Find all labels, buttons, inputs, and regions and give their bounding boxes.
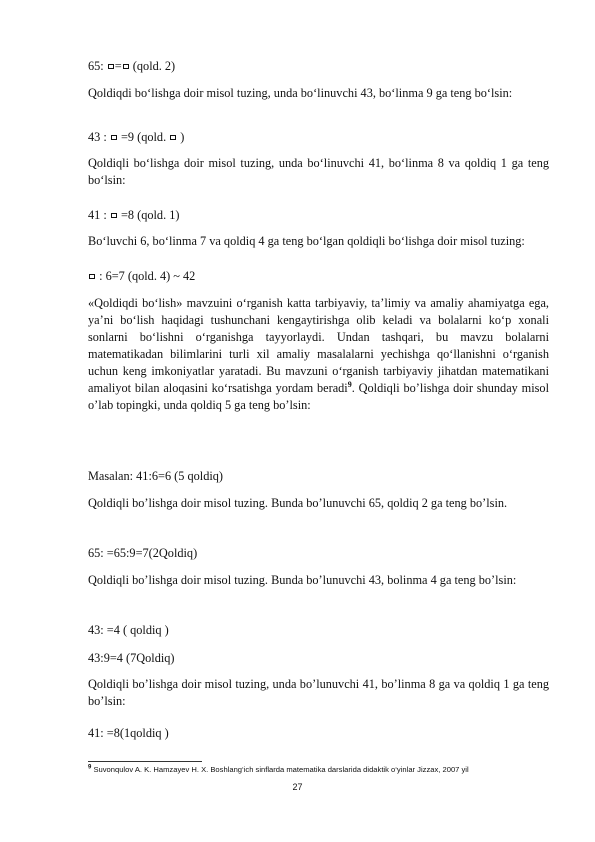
text: : 6=7 (qold. 4) ~ 42 xyxy=(96,269,196,283)
text: (qold. 2) xyxy=(129,59,176,73)
blank-box-icon xyxy=(111,135,117,140)
blank-box-icon xyxy=(111,213,117,218)
blank-box-icon xyxy=(170,135,176,140)
example-line-1 xyxy=(88,58,549,75)
task-paragraph-4: Qoldiqli bo’lishga doir misol tuzing. Bunda bo’lunuvchi 65, qoldiq 2 ga teng bo’lsin. xyxy=(88,496,508,510)
text: «Qoldiqdi bo‘lish» mavzuini o‘rganish katta tarbiyaviy, ta’limiy va amaliy ahamiyatga ega, ya’ni bo‘lish haqidagi tushunchani kengaytirishga olib keladi va bolalarni ko‘p xonali sonlarni bo‘lishni o‘rganishga tayyorlaydi. Undan tashqari, bu mavzu bolalarni matematikadan bilimlarini turli xil amaliy masalalarni yechishga qo‘llanishni o‘rganish uchun keng imkoniyatlar yaratadi. Bu mavzuni o‘rganish tarbiyaviy jihatdan matematikani amaliyot bilan aloqasini ko‘rsatishga yordam beradi xyxy=(88,296,549,395)
example-line-9: 41: =8(1qoldiq ) xyxy=(88,726,169,740)
text: . Qoldiqli bo’lishga doir shunday misol o’lab topingki, unda qoldiq 5 ga teng bo’lsin: xyxy=(88,381,549,412)
footnote-divider xyxy=(88,761,202,762)
footnote-text: Suvonqulov A. K. Hamzayev H. X. Boshlang‘ich sinflarda matematika darslarida didaktik o‘yinlar Jizzax, 2007 yil xyxy=(91,765,469,774)
text: ) xyxy=(177,130,185,144)
example-line-2 xyxy=(88,129,549,146)
example-line-3 xyxy=(88,207,549,224)
example-line-8: 43:9=4 (7Qoldiq) xyxy=(88,651,175,665)
text: 43 : xyxy=(88,130,110,144)
text: =9 (qold. xyxy=(117,130,170,144)
page-number: 27 xyxy=(292,782,303,792)
example-line-4 xyxy=(88,268,549,285)
task-paragraph-3: Bo‘luvchi 6, bo‘linma 7 va qoldiq 4 ga teng bo‘lgan qoldiqli bo‘lishga doir misol tuzing: xyxy=(88,234,525,248)
text: 41 : xyxy=(88,208,110,222)
text: = xyxy=(114,59,122,73)
main-paragraph xyxy=(88,295,549,414)
text: =8 (qold. 1) xyxy=(117,208,180,222)
blank-box-icon xyxy=(108,64,114,69)
footnote-ref[interactable]: 9 xyxy=(347,379,352,389)
example-line-7: 43: =4 ( qoldiq ) xyxy=(88,623,169,637)
footnote-mark: 9 xyxy=(88,764,92,771)
example-line-6: 65: =65:9=7(2Qoldiq) xyxy=(88,546,198,560)
task-paragraph-5: Qoldiqli bo’lishga doir misol tuzing. Bunda bo’lunuvchi 43, bolinma 4 ga teng bo’lsin: xyxy=(88,573,517,587)
example-line-5: Masalan: 41:6=6 (5 qoldiq) xyxy=(88,469,224,483)
blank-box-icon xyxy=(89,274,95,279)
blank-box-icon xyxy=(123,64,129,69)
task-paragraph-1: Qoldiqdi bo‘lishga doir misol tuzing, unda bo‘linuvchi 43, bo‘linma 9 ga teng bo‘lsin: xyxy=(88,86,513,100)
task-paragraph-2: Qoldiqli bo‘lishga doir misol tuzing, unda bo‘linuvchi 41, bo‘linma 8 va qoldiq 1 ga teng bo‘lsin: xyxy=(88,156,549,187)
footnote xyxy=(88,765,558,775)
task-paragraph-6: Qoldiqli bo’lishga doir misol tuzing, unda bo’lunuvchi 41, bo’linma 8 ga va qoldiq 1 ga teng bo’lsin: xyxy=(88,677,549,708)
text: 65: xyxy=(88,59,107,73)
